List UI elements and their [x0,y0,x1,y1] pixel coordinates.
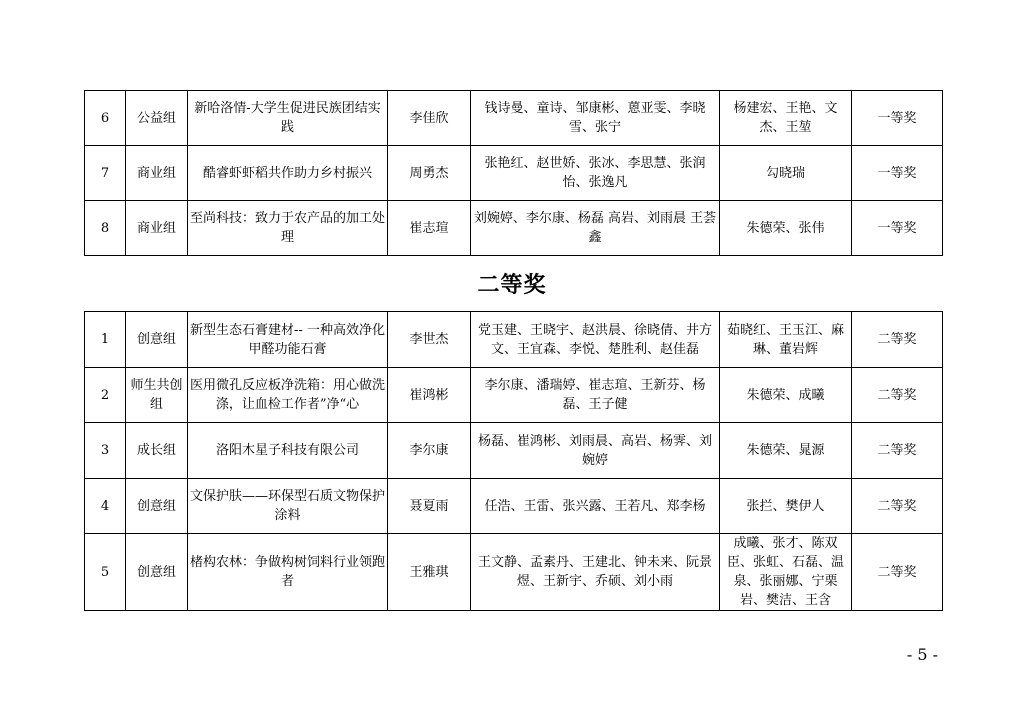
members-cell: 张艳红、赵世娇、张冰、李思慧、张润怡、张逸凡 [471,146,720,201]
award-cell: 二等奖 [852,368,943,423]
row-number: 4 [85,479,126,534]
project-cell: 医用微孔反应板净洗箱：用心做洗涤，让血检工作者”净“心 [188,368,388,423]
second-prize-table [84,311,943,611]
project-cell: 楮构农林：争做构树饲料行业领跑者 [188,534,388,611]
award-cell: 二等奖 [852,479,943,534]
members-cell: 刘婉婷、李尔康、杨磊 高岩、刘雨晨 王荟鑫 [471,201,720,256]
table-row [85,146,943,201]
table-row [85,368,943,423]
award-cell: 一等奖 [852,201,943,256]
award-cell: 二等奖 [852,423,943,479]
row-number: 1 [85,312,126,368]
group-cell: 商业组 [126,146,188,201]
members-cell: 李尔康、潘瑞婷、崔志瑄、王新芬、杨磊、王子健 [471,368,720,423]
group-cell: 创意组 [126,312,188,368]
project-cell: 酷睿虾虾稻共作助力乡村振兴 [188,146,388,201]
advisors-cell: 朱德荣、晁源 [720,423,852,479]
award-cell: 一等奖 [852,146,943,201]
table-row [85,312,943,368]
group-cell: 商业组 [126,201,188,256]
page-number: - 5 - [906,645,938,664]
leader-cell: 崔鸿彬 [388,368,471,423]
group-cell: 公益组 [126,91,188,146]
leader-cell: 王雅琪 [388,534,471,611]
advisors-cell: 朱德荣、成曦 [720,368,852,423]
group-cell: 创意组 [126,479,188,534]
leader-cell: 崔志瑄 [388,201,471,256]
table-row [85,91,943,146]
advisors-cell: 杨建宏、王艳、文杰、王堃 [720,91,852,146]
award-cell: 一等奖 [852,91,943,146]
members-cell: 钱诗曼、童诗、邹康彬、蒽亚雯、李晓雪、张宁 [471,91,720,146]
advisors-cell: 茹晓红、王玉江、麻琳、董岩辉 [720,312,852,368]
table-row [85,201,943,256]
advisors-cell: 朱德荣、张伟 [720,201,852,256]
table-row [85,479,943,534]
table-row [85,423,943,479]
leader-cell: 李世杰 [388,312,471,368]
project-cell: 至尚科技：致力于农产品的加工处理 [188,201,388,256]
advisors-cell: 勾晓瑞 [720,146,852,201]
row-number: 7 [85,146,126,201]
row-number: 2 [85,368,126,423]
group-cell: 师生共创组 [126,368,188,423]
row-number: 8 [85,201,126,256]
advisors-cell: 成曦、张才、陈双臣、张虹、石磊、温泉、张丽娜、宁栗岩、樊洁、王含 [720,534,852,611]
section-heading-second-prize: 二等奖 [477,272,547,298]
members-cell: 杨磊、崔鸿彬、刘雨晨、高岩、杨霁、刘婉婷 [471,423,720,479]
leader-cell: 李尔康 [388,423,471,479]
advisors-cell: 张拦、樊伊人 [720,479,852,534]
first-prize-table [84,90,943,256]
leader-cell: 李佳欣 [388,91,471,146]
row-number: 3 [85,423,126,479]
members-cell: 任浩、王雷、张兴露、王若凡、郑李杨 [471,479,720,534]
group-cell: 成长组 [126,423,188,479]
award-cell: 二等奖 [852,312,943,368]
award-cell: 二等奖 [852,534,943,611]
row-number: 5 [85,534,126,611]
members-cell: 王文静、孟素丹、王建北、钟未来、阮景煜、王新宇、乔硕、刘小雨 [471,534,720,611]
leader-cell: 聂夏雨 [388,479,471,534]
group-cell: 创意组 [126,534,188,611]
leader-cell: 周勇杰 [388,146,471,201]
project-cell: 洛阳木星子科技有限公司 [188,423,388,479]
project-cell: 新型生态石膏建材-- 一种高效净化甲醛功能石膏 [188,312,388,368]
row-number: 6 [85,91,126,146]
table-row [85,534,943,611]
project-cell: 文保护肤——环保型石质文物保护涂料 [188,479,388,534]
members-cell: 党玉建、王晓宇、赵洪晨、徐晓倩、井方文、王宜森、李悦、楚胜利、赵佳磊 [471,312,720,368]
project-cell: 新哈洛情-大学生促进民族团结实践 [188,91,388,146]
